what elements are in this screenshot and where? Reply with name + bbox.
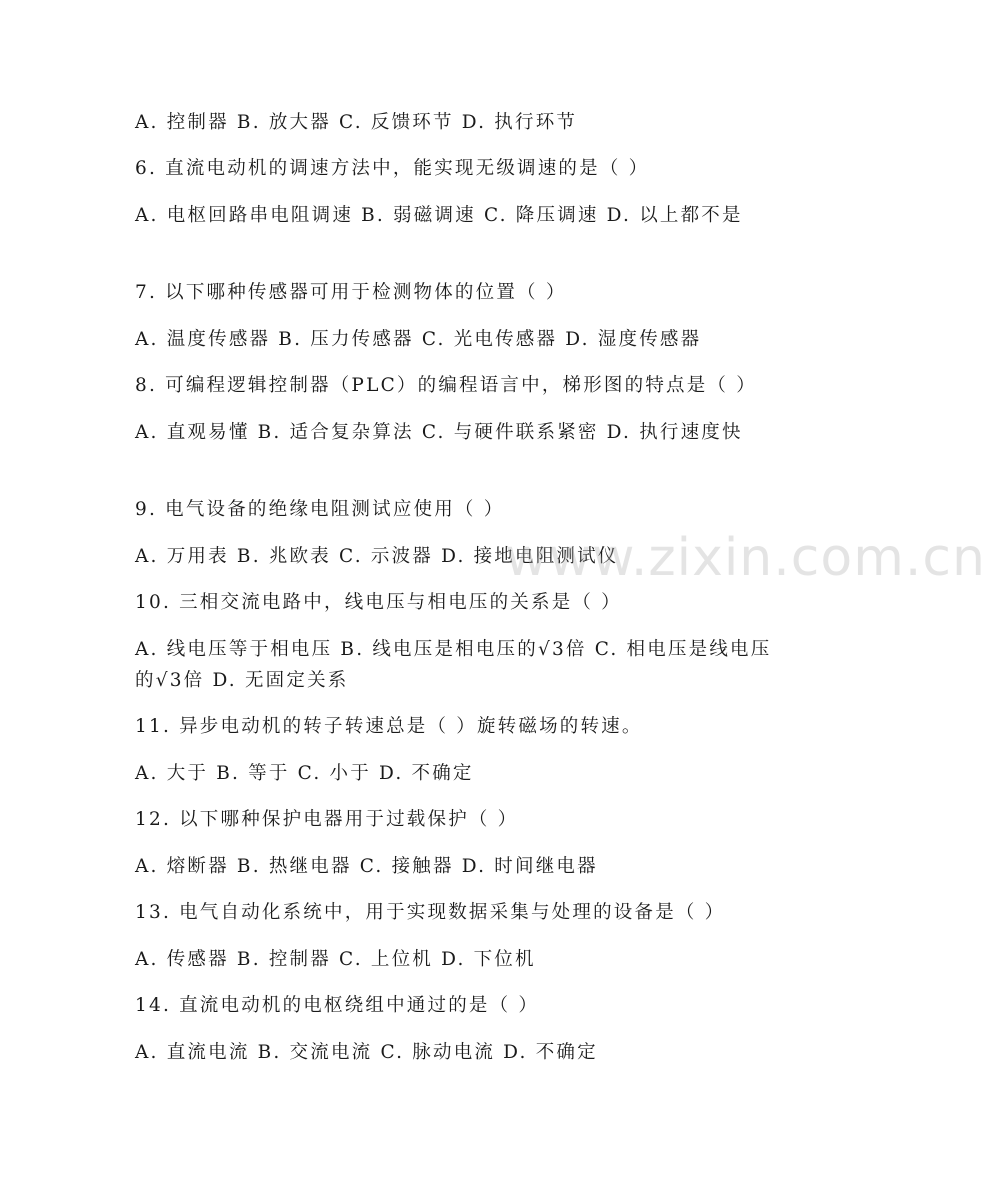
options-q9: A. 万用表 B. 兆欧表 C. 示波器 D. 接地电阻测试仪 bbox=[135, 546, 619, 567]
question-6: 6. 直流电动机的调速方法中，能实现无级调速的是（ ） bbox=[135, 158, 650, 179]
question-14: 14. 直流电动机的电枢绕组中通过的是（ ） bbox=[135, 995, 540, 1016]
question-10: 10. 三相交流电路中，线电压与相电压的关系是（ ） bbox=[135, 592, 622, 613]
options-q8: A. 直观易懂 B. 适合复杂算法 C. 与硬件联系紧密 D. 执行速度快 bbox=[135, 422, 743, 443]
options-q5: A. 控制器 B. 放大器 C. 反馈环节 D. 执行环节 bbox=[135, 112, 578, 133]
watermark: www.zixin.com.cn bbox=[505, 528, 986, 588]
question-12: 12. 以下哪种保护电器用于过载保护（ ） bbox=[135, 809, 519, 830]
options-q6: A. 电枢回路串电阻调速 B. 弱磁调速 C. 降压调速 D. 以上都不是 bbox=[135, 205, 743, 226]
question-8: 8. 可编程逻辑控制器（PLC）的编程语言中，梯形图的特点是（ ） bbox=[135, 375, 757, 396]
question-9: 9. 电气设备的绝缘电阻测试应使用（ ） bbox=[135, 499, 505, 520]
question-11: 11. 异步电动机的转子转速总是（ ）旋转磁场的转速。 bbox=[135, 716, 643, 737]
options-q14: A. 直流电流 B. 交流电流 C. 脉动电流 D. 不确定 bbox=[135, 1042, 598, 1063]
options-q11: A. 大于 B. 等于 C. 小于 D. 不确定 bbox=[135, 763, 474, 784]
options-q7: A. 温度传感器 B. 压力传感器 C. 光电传感器 D. 湿度传感器 bbox=[135, 329, 702, 350]
question-7: 7. 以下哪种传感器可用于检测物体的位置（ ） bbox=[135, 282, 567, 303]
question-13: 13. 电气自动化系统中，用于实现数据采集与处理的设备是（ ） bbox=[135, 902, 726, 923]
options-q12: A. 熔断器 B. 热继电器 C. 接触器 D. 时间继电器 bbox=[135, 856, 598, 877]
options-q10: A. 线电压等于相电压 B. 线电压是相电压的√3倍 C. 相电压是线电压的√3倍 D. 无固定关系 bbox=[135, 639, 772, 691]
options-q13: A. 传感器 B. 控制器 C. 上位机 D. 下位机 bbox=[135, 949, 536, 970]
